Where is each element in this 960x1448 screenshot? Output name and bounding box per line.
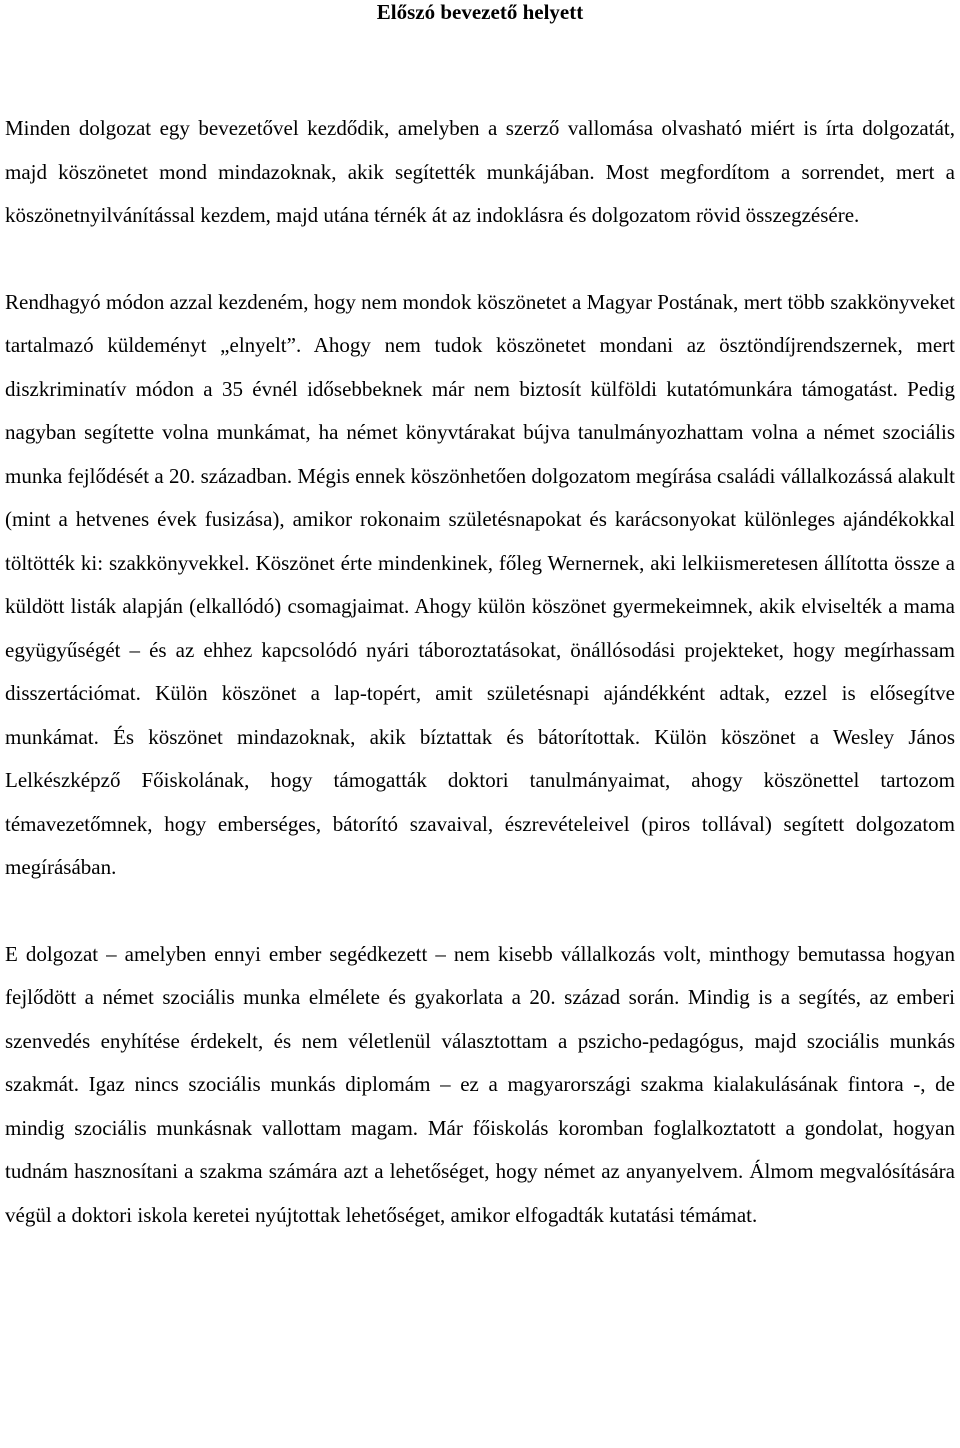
- paragraph-acknowledgements: Rendhagyó módon azzal kezdeném, hogy nem mondok köszönetet a Magyar Postának, mert több szakkönyveket tartalmazó küldeményt „elnyelt”. Ahogy nem tudok köszönetet mondani az ösztöndíjrendszernek, mert diszkriminatív módon a 35 évnél idősebbeknek már nem biztosít külföldi kutatómunkára támogatást. Pedig nagyban segítette volna munkámat, ha német könyvtárakat bújva tanulmányozhattam volna a német szociális munka fejlődését a 20. században. Mégis ennek köszönhetően dolgozatom megírása családi vállalkozássá alakult (mint a hetvenes évek fusizása), amikor rokonaim születésnapokat és karácsonyokat különleges ajándékokkal töltötték ki: szakkönyvekkel. Köszönet érte mindenkinek, főleg Wernernek, aki lelkiismeretesen állította össze a küldött listák alapján (elkallódó) csomagjaimat. Ahogy külön köszönet gyermekeimnek, akik elviselték a mama együgyűségét – és az ehhez kapcsolódó nyári táboroztatásokat, önállósodási projekteket, hogy megírhassam disszertációmat. Külön köszönet a lap-topért, amit születésnapi ajándékként adtak, ezzel is elősegítve munkámat. És köszönet mindazoknak, akik bíztattak és bátorítottak. Külön köszönet a Wesley János Lelkészképző Főiskolának, hogy támogatták doktori tanulmányaimat, ahogy köszönettel tartozom témavezetőmnek, hogy emberséges, bátorító szavaival, észrevételeivel (piros tollával) segített dolgozatom megírásában.: [5, 289, 955, 879]
- paragraph-introduction: Minden dolgozat egy bevezetővel kezdődik, amelyben a szerző vallomása olvasható miért is írta dolgozatát, majd köszönetet mond mindazoknak, akik segítették munkájában. Most megfordítom a sorrendet, mert a köszönetnyilvánítással kezdem, majd utána térnék át az indoklásra és dolgozatom rövid összegzésére.: [5, 116, 955, 227]
- paragraph-topic-justification: E dolgozat – amelyben ennyi ember segédkezett – nem kisebb vállalkozás volt, minthogy bemutassa hogyan fejlődött a német szociális munka elmélete és gyakorlata a 20. század során. Mindig is a segítés, az emberi szenvedés enyhítése érdekelt, és nem véletlenül választottam a pszicho-pedagógus, majd szociális munkás szakmát. Igaz nincs szociális munkás diplomám – ez a magyarországi szakma kialakulásának fintora -, de mindig szociális munkásnak vallottam magam. Már főiskolás koromban foglalkoztatott a gondolat, hogyan tudnám hasznosítani a szakma számára azt a lehetőséget, hogy német az anyanyelvem. Álmom megvalósítására végül a doktori iskola keretei nyújtottak lehetőséget, amikor elfogadták kutatási témámat.: [5, 941, 955, 1227]
- document-title: Előszó bevezető helyett: [376, 0, 584, 24]
